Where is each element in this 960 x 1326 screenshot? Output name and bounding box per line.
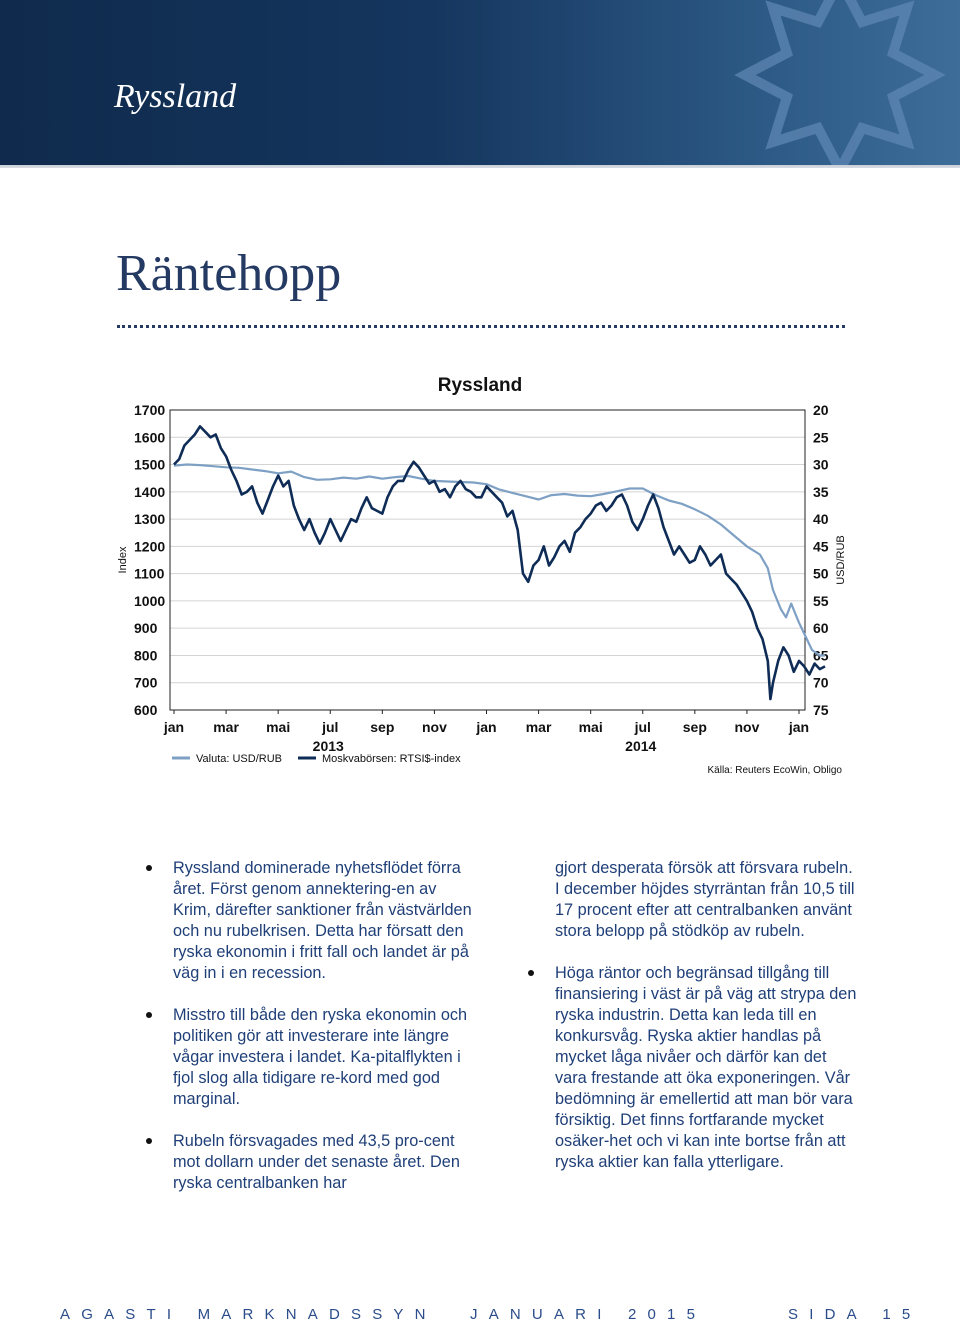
bullet-continuation: gjort desperata försök att försvara rubeln. I december höjdes styrräntan från 10,5 till 17 procent efter att centralbanken använt stora belopp på stödköp av rubeln. [555,859,855,940]
plot-frame [170,410,805,710]
x-tick-label: mar [525,719,552,735]
x-tick-label: jul [322,719,339,735]
bullet-list-right [528,858,858,1173]
x-tick-label: jan [788,719,810,735]
left-tick-label: 1200 [134,538,166,555]
right-tick-label: 20 [813,402,829,418]
bullet-list-left [146,858,476,1194]
right-tick-label: 25 [813,429,829,446]
right-tick-label: 55 [813,592,829,609]
left-tick-label: 1600 [134,429,166,446]
legend-label: Moskvabörsen: RTSI$-index [322,753,461,765]
text-column-right [528,858,858,1194]
x-tick-label: jan [476,719,497,735]
bullet-item: Höga räntor och begränsad tillgång till finansiering i väst är på väg att strypa den ryska industrin. Detta kan leda till en konkursvåg. Ryska aktier handlas på mycket låga nivåer och därför kan det vara frestande att öka exponeringen. Vår bedömning är emellertid att man bör vara försiktig. Det finns fortfarande mycket osäker-het och vi kan inte bortse från att ryska aktier kan falla ytterligare. [528,963,858,1173]
right-tick-label: 60 [813,620,829,637]
series-line [174,426,825,699]
legend-label: Valuta: USD/RUB [196,753,282,765]
chart-title: Ryssland [437,375,523,396]
text-column-left [146,858,476,1215]
star-icon [720,0,960,168]
x-tick-label: sep [370,719,395,735]
left-tick-label: 1700 [134,402,166,418]
right-tick-label: 70 [813,674,829,691]
bullet-item: Misstro till både den ryska ekonomin och politiken gör att investerare inte längre vågar investera i landet. Ka-pitalflykten i fjol slog alla tidigare re-kord med god marginal. [146,1005,476,1110]
bullet-item: Ryssland dominerade nyhetsflödet förra året. Först genom annektering-en av Krim, därefter sanktioner från västvärlden och nu rubelkrisen. Detta har försatt den ryska ekonomin i fritt fall och landet är på väg in i en recession. [146,858,476,984]
left-tick-label: 800 [134,647,158,664]
header-band [0,0,960,168]
left-tick-label: 1400 [134,483,166,500]
left-tick-label: 1500 [134,456,166,473]
x-tick-label: jan [163,719,185,735]
left-tick-label: 700 [134,674,158,691]
right-tick-label: 45 [813,538,829,555]
footer-page: SIDA 15 [788,1306,922,1323]
x-tick-label: sep [682,719,707,735]
x-tick-label: jul [634,719,651,735]
left-tick-label: 900 [134,620,158,637]
x-year-label: 2014 [625,738,657,754]
right-tick-label: 50 [813,565,829,582]
section-title: Ryssland [114,78,237,115]
chart [100,360,860,790]
x-tick-label: mai [266,719,291,735]
y-axis-label-left: Index [117,546,129,574]
left-tick-label: 1300 [134,511,166,528]
right-tick-label: 30 [813,456,829,473]
left-tick-label: 1000 [134,592,166,609]
x-tick-label: mar [213,719,239,735]
right-tick-label: 35 [813,483,829,500]
right-tick-label: 75 [813,702,829,718]
left-tick-label: 600 [134,702,158,718]
x-tick-label: mai [578,719,603,735]
x-year-label: 2013 [312,738,344,754]
footer-publication: AGASTI MARKNADSSYN [60,1306,437,1323]
x-tick-label: nov [734,719,760,735]
bullet-item: Rubeln försvagades med 43,5 pro-cent mot dollarn under det senaste året. Den ryska centralbanken har [146,1131,476,1194]
page-title: Räntehopp [116,245,342,302]
right-tick-label: 40 [813,511,829,528]
left-tick-label: 1100 [134,565,165,582]
chart-source: Källa: Reuters EcoWin, Obligo [707,765,842,776]
right-tick-label: 65 [813,647,829,664]
y-axis-label-right: USD/RUB [835,535,847,585]
footer-issue: JANUARI 2015 [470,1306,707,1323]
title-divider [117,325,845,328]
x-tick-label: nov [421,719,447,735]
chart-svg [100,360,860,790]
